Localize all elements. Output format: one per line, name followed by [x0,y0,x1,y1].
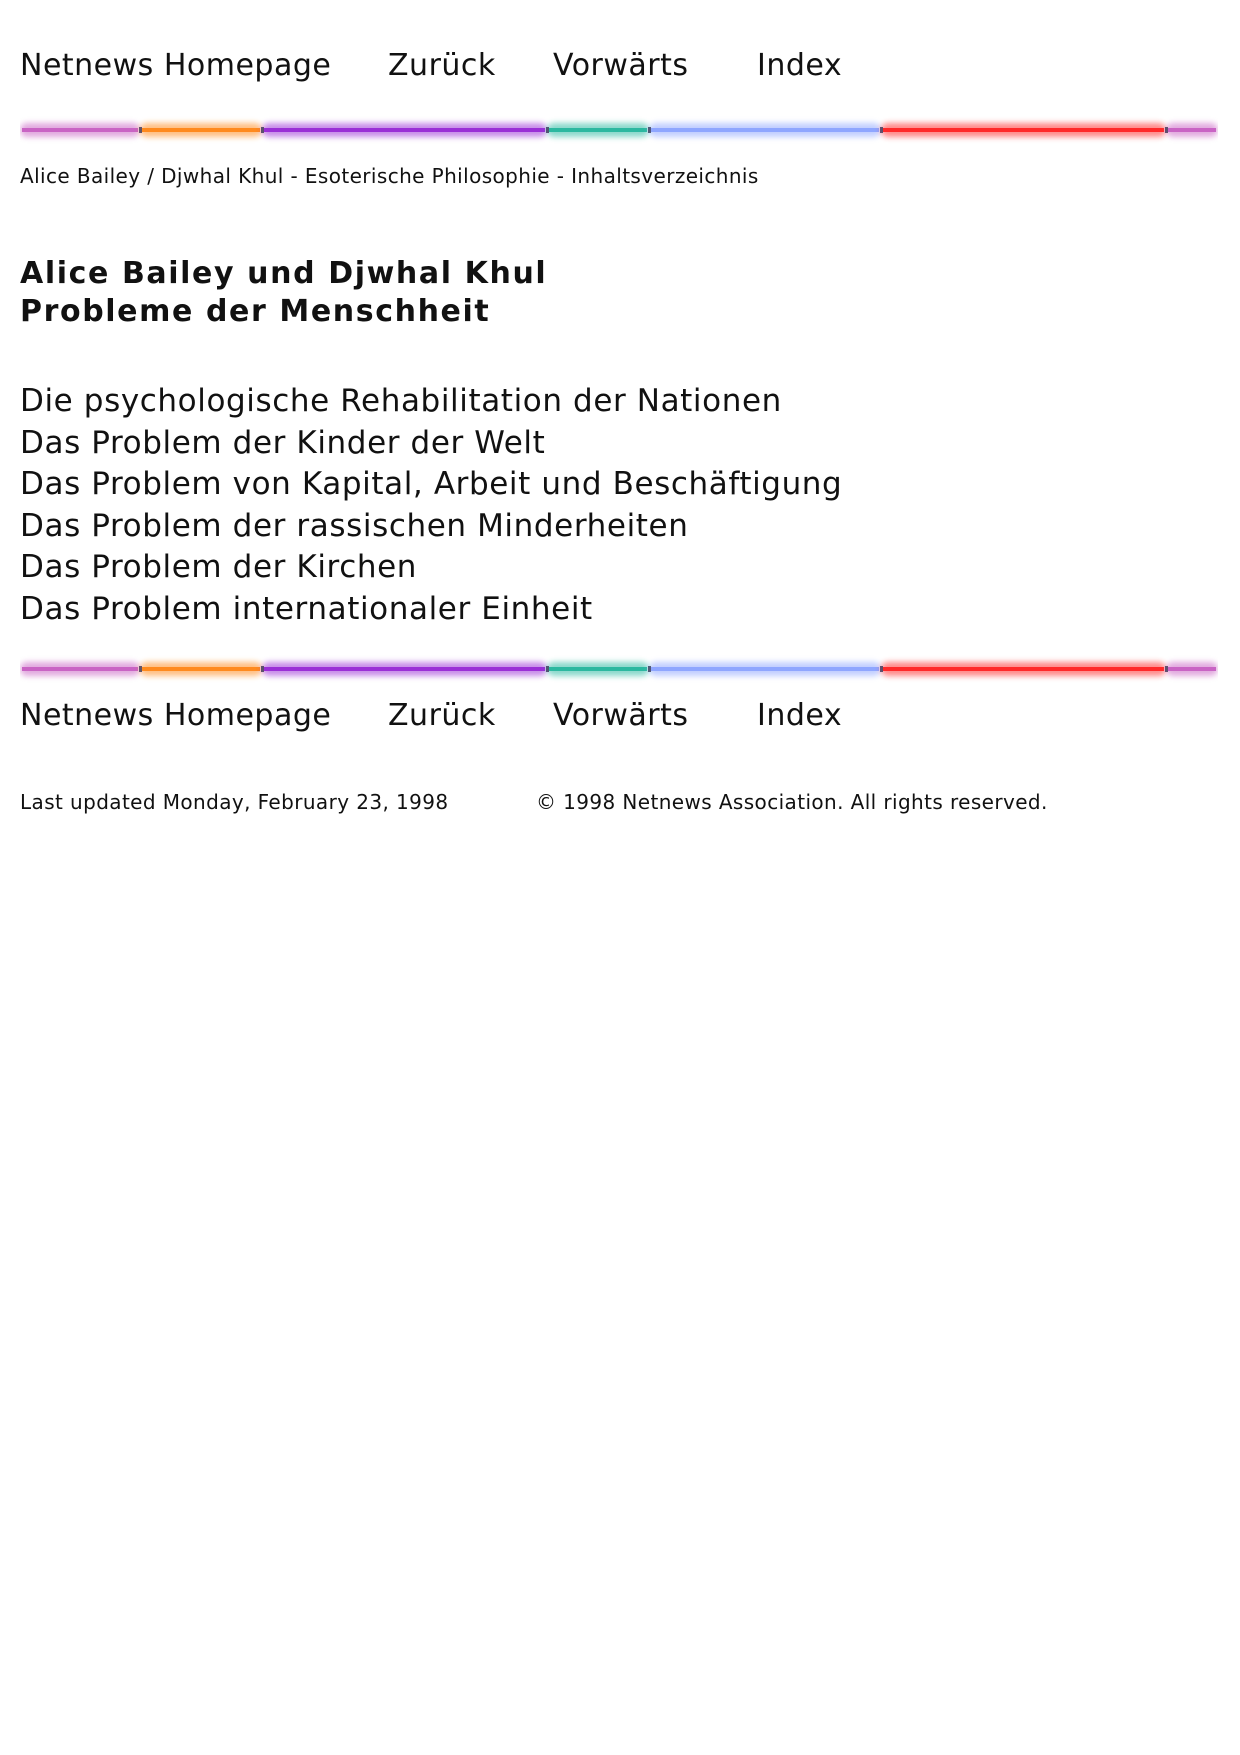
divider-segment [883,128,1164,132]
divider-joint [546,127,549,133]
divider-joint [648,127,651,133]
divider-segment [1168,128,1216,132]
toc-item [20,423,842,465]
divider-joint [1165,127,1168,133]
divider-segment [883,667,1164,671]
page-title [20,255,547,331]
divider-segment [142,667,260,671]
divider-joint [261,127,264,133]
toc-item [20,589,842,631]
title-book: Probleme der Menschheit [20,294,491,329]
toc-item [20,464,842,506]
copyright-notice: © 1998 Netnews Association. All rights reserved. [536,790,1048,814]
nav-homepage-link[interactable]: Netnews Homepage [20,48,332,83]
toc-item [20,547,842,589]
toc-link[interactable]: Das Problem der Kinder der Welt [20,424,546,461]
nav-forward-link[interactable]: Vorwärts [553,698,689,733]
toc-link[interactable]: Das Problem der Kirchen [20,549,418,586]
divider-joint [880,666,883,672]
toc-link[interactable]: Die psychologische Rehabilitation der Nationen [20,383,782,419]
divider-joint [880,127,883,133]
nav-index-link[interactable]: Index [757,48,843,83]
divider-segment [651,667,879,671]
table-of-contents [20,381,842,631]
nav-homepage-link[interactable]: Netnews Homepage [20,698,332,733]
toc-link[interactable]: Das Problem internationaler Einheit [20,590,593,627]
divider-joint [1165,666,1168,672]
last-updated: Last updated Monday, February 23, 1998 [20,790,449,814]
toc-link[interactable]: Das Problem von Kapital, Arbeit und Beschäftigung [20,466,843,503]
bottom-navigation [20,698,1220,738]
divider-joint [139,127,142,133]
nav-back-link[interactable]: Zurück [388,48,496,83]
divider-joint [261,666,264,672]
divider-segment [264,667,545,671]
divider-segment [1168,667,1216,671]
breadcrumb: Alice Bailey / Djwhal Khul - Esoterische Philosophie - Inhaltsverzeichnis [20,164,759,188]
divider-joint [139,666,142,672]
divider-segment [651,128,879,132]
rainbow-divider [20,653,1218,685]
rainbow-divider [20,114,1218,146]
divider-segment [22,128,138,132]
divider-segment [142,128,260,132]
divider-segment [264,128,545,132]
divider-joint [648,666,651,672]
nav-forward-link[interactable]: Vorwärts [553,48,689,83]
nav-index-link[interactable]: Index [757,698,843,733]
divider-segment [549,128,647,132]
top-navigation [20,48,1220,88]
title-author: Alice Bailey und Djwhal Khul [20,256,548,291]
divider-segment [22,667,138,671]
nav-back-link[interactable]: Zurück [388,698,496,733]
toc-link[interactable]: Das Problem der rassischen Minderheiten [20,507,689,544]
toc-item [20,381,842,423]
toc-item [20,506,842,548]
divider-segment [549,667,647,671]
divider-joint [546,666,549,672]
